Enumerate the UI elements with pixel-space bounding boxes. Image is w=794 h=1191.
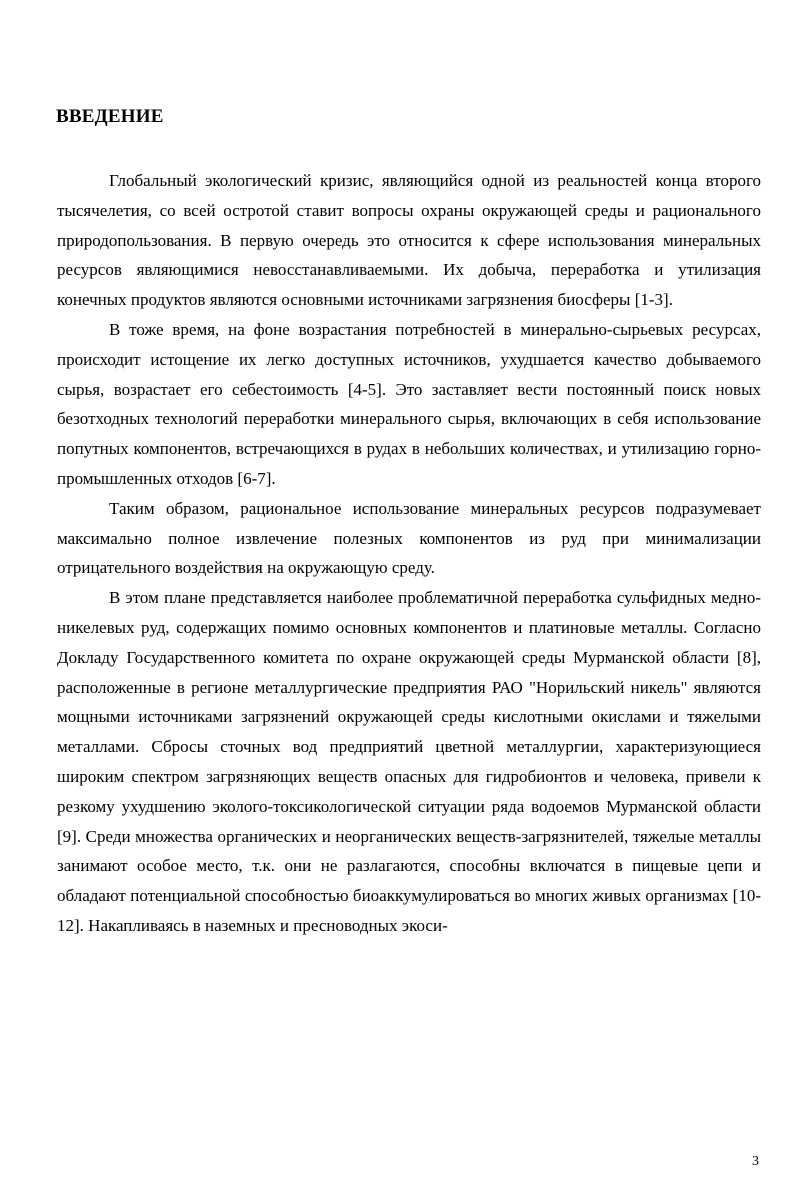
paragraph-1: Глобальный экологический кризис, являющийся одной из реальностей конца второго тысячелетия, со всей остротой ставит вопросы охраны окружающей среды и рационального природопользования. В первую очередь это относится к сфере использования минеральных ресурсов являющимися невосстанавливаемыми. Их добыча, переработка и утилизация конечных продуктов являются основными источниками загрязнения биосферы [1-3]. — [57, 171, 761, 310]
body-text — [57, 166, 761, 941]
page-number: 3 — [752, 1154, 759, 1169]
paragraph-2: В тоже время, на фоне возрастания потребностей в минерально-сырьевых ресурсах, происходит истощение их легко доступных источников, ухудшается качество добываемого сырья, возрастает его себестоимость [4-5]. Это заставляет вести постоянный поиск новых безотходных технологий переработки минерального сырья, включающих в себя использование попутных компонентов, встречающихся в рудах в небольших количествах, и утилизацию горно-промышленных отходов [6-7]. — [57, 319, 761, 488]
paragraph-4: В этом плане представляется наиболее проблематичной переработка сульфидных медно-никелевых руд, содержащих помимо основных компонентов и платиновые металлы. Согласно Докладу Государственного комитета по охране окружающей среды Мурманской области [8], расположенные в регионе металлургические предприятия РАО "Норильский никель" являются мощными источниками загрязнений окружающей среды кислотными окислами и тяжелыми металлами. Сбросы сточных вод предприятий цветной металлургии, характеризующиеся широким спектром загрязняющих веществ опасных для гидробионтов и человека, привели к резкому ухудшению эколого-токсикологической ситуации ряда водоемов Мурманской области [9]. Среди множества органических и неорганических веществ-загрязнителей, тяжелые металлы занимают особое место, т.к. они не разлагаются, способны включатся в пищевые цепи и обладают потенциальной способностью биоаккумулироваться во многих живых организмах [10-12]. Накапливаясь в наземных и пресноводных экоси- — [57, 588, 761, 935]
section-heading: ВВЕДЕНИЕ — [56, 106, 164, 127]
paragraph-3: Таким образом, рациональное использование минеральных ресурсов подразумевает максимально полное извлечение полезных компонентов из руд при минимализации отрицательного воздействия на окружающую среду. — [57, 498, 761, 578]
